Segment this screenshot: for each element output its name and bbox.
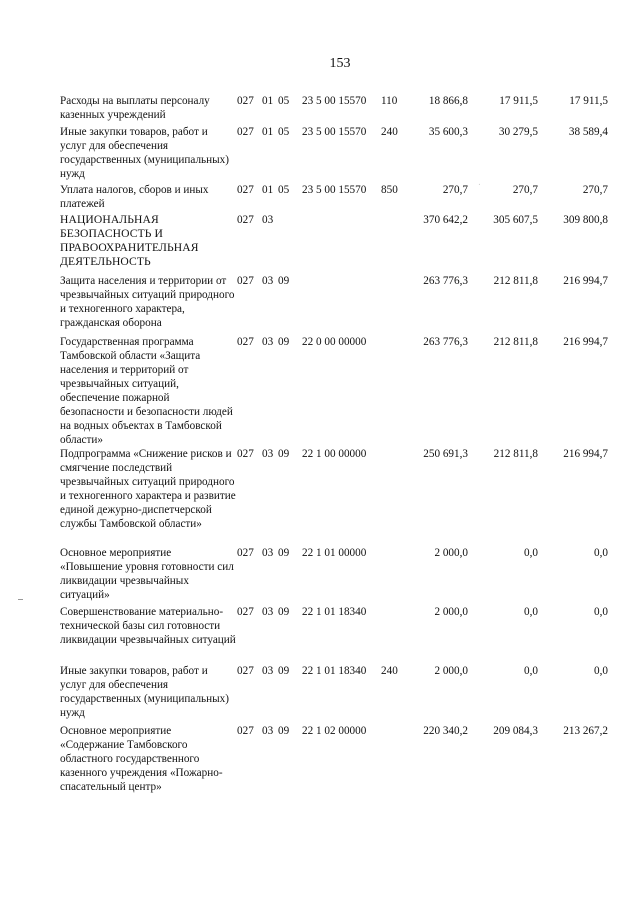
row-value-3: 0,0	[594, 665, 608, 677]
row-adm-code: 027	[237, 336, 254, 348]
row-value-2: 0,0	[524, 665, 538, 677]
row-subsection-code: 09	[278, 665, 290, 677]
row-value-1: 18 866,8	[428, 95, 468, 107]
margin-mark	[18, 599, 23, 600]
row-value-1: 263 776,3	[423, 336, 468, 348]
row-section-code: 03	[262, 448, 274, 460]
row-subsection-code: 05	[278, 126, 290, 138]
row-section-code: 01	[262, 126, 274, 138]
row-section-code: 01	[262, 95, 274, 107]
row-value-3: 0,0	[594, 547, 608, 559]
row-value-1: 35 600,3	[428, 126, 468, 138]
row-value-2: 212 811,8	[493, 448, 538, 460]
row-value-3: 216 994,7	[563, 275, 608, 287]
row-value-1: 270,7	[442, 184, 468, 196]
row-name: Основное мероприятие «Повышение уровня готовности сил ликвидации чрезвычайных ситуаций»	[60, 547, 234, 601]
row-name: Расходы на выплаты персоналу казенных учреждений	[60, 95, 210, 121]
row-name: НАЦИОНАЛЬНАЯ БЕЗОПАСНОСТЬ И ПРАВООХРАНИТЕЛЬНАЯ ДЕЯТЕЛЬНОСТЬ	[60, 213, 199, 268]
row-value-3: 0,0	[594, 606, 608, 618]
row-adm-code: 027	[237, 214, 254, 226]
row-target-code: 22 1 01 18340	[302, 606, 367, 618]
row-adm-code: 027	[237, 665, 254, 677]
row-adm-code: 027	[237, 725, 254, 737]
row-subsection-code: 05	[278, 184, 290, 196]
row-target-code: 23 5 00 15570	[302, 95, 367, 107]
row-value-1: 263 776,3	[423, 275, 468, 287]
row-value-2: 212 811,8	[493, 275, 538, 287]
row-target-code: 22 1 01 00000	[302, 547, 367, 559]
row-name: Защита населения и территории от чрезвычайных ситуаций природного и техногенного характера, гражданская оборона	[60, 275, 235, 329]
row-target-code: 23 5 00 15570	[302, 184, 367, 196]
row-value-3: 38 589,4	[568, 126, 608, 138]
row-value-1: 2 000,0	[434, 547, 468, 559]
row-value-1: 220 340,2	[423, 725, 468, 737]
row-subsection-code: 09	[278, 336, 290, 348]
row-name: Иные закупки товаров, работ и услуг для обеспечения государственных (муниципальных) нужд	[60, 665, 229, 719]
row-adm-code: 027	[237, 547, 254, 559]
row-expense-type-code: 240	[381, 665, 398, 677]
row-value-1: 2 000,0	[434, 665, 468, 677]
row-value-2: 270,7	[512, 184, 538, 196]
row-expense-type-code: 850	[381, 184, 398, 196]
row-value-2: 0,0	[524, 547, 538, 559]
row-value-1: 2 000,0	[434, 606, 468, 618]
row-subsection-code: 09	[278, 725, 290, 737]
row-name: Иные закупки товаров, работ и услуг для обеспечения государственных (муниципальных) нужд	[60, 126, 229, 180]
row-name: Подпрограмма «Снижение рисков и смягчение последствий чрезвычайных ситуаций природного и техногенного характера и развитие единой дежурно-диспетчерской службы Тамбовской области»	[60, 448, 236, 530]
row-target-code: 22 1 01 18340	[302, 665, 367, 677]
row-value-3: 17 911,5	[569, 95, 608, 107]
row-adm-code: 027	[237, 184, 254, 196]
row-subsection-code: 09	[278, 275, 290, 287]
row-section-code: 03	[262, 547, 274, 559]
row-name: Уплата налогов, сборов и иных платежей	[60, 184, 209, 210]
row-section-code: 03	[262, 606, 274, 618]
row-subsection-code: 05	[278, 95, 290, 107]
row-section-code: 03	[262, 336, 274, 348]
row-value-3: 309 800,8	[563, 214, 608, 226]
row-target-code: 22 1 02 00000	[302, 725, 367, 737]
row-value-2: 0,0	[524, 606, 538, 618]
scan-speck: ˈ	[478, 183, 481, 191]
row-value-2: 209 084,3	[493, 725, 538, 737]
row-adm-code: 027	[237, 126, 254, 138]
row-subsection-code: 09	[278, 448, 290, 460]
row-target-code: 22 0 00 00000	[302, 336, 367, 348]
row-adm-code: 027	[237, 275, 254, 287]
row-adm-code: 027	[237, 95, 254, 107]
row-value-2: 212 811,8	[493, 336, 538, 348]
row-name: Основное мероприятие «Содержание Тамбовского областного государственного казенного учреждения «Пожарно-спасательный центр»	[60, 725, 223, 793]
row-value-2: 30 279,5	[498, 126, 538, 138]
row-section-code: 01	[262, 184, 274, 196]
row-name: Государственная программа Тамбовской области «Защита населения и территорий от чрезвычайных ситуаций, обеспечение пожарной безопасности и безопасности людей на водных объектах в Тамбовской области»	[60, 336, 233, 446]
row-value-1: 370 642,2	[423, 214, 468, 226]
row-value-1: 250 691,3	[423, 448, 468, 460]
row-adm-code: 027	[237, 606, 254, 618]
row-value-2: 305 607,5	[493, 214, 538, 226]
row-target-code: 23 5 00 15570	[302, 126, 367, 138]
row-section-code: 03	[262, 665, 274, 677]
row-section-code: 03	[262, 214, 274, 226]
row-value-2: 17 911,5	[499, 95, 538, 107]
row-value-3: 270,7	[582, 184, 608, 196]
row-adm-code: 027	[237, 448, 254, 460]
row-target-code: 22 1 00 00000	[302, 448, 367, 460]
page-number: 153	[329, 56, 351, 71]
row-section-code: 03	[262, 725, 274, 737]
row-section-code: 03	[262, 275, 274, 287]
row-expense-type-code: 110	[381, 95, 398, 107]
row-subsection-code: 09	[278, 547, 290, 559]
row-expense-type-code: 240	[381, 126, 398, 138]
row-subsection-code: 09	[278, 606, 290, 618]
row-value-3: 213 267,2	[563, 725, 608, 737]
row-name: Совершенствование материально-технической базы сил готовности ликвидации чрезвычайных ситуаций	[60, 606, 236, 646]
row-value-3: 216 994,7	[563, 336, 608, 348]
row-value-3: 216 994,7	[563, 448, 608, 460]
